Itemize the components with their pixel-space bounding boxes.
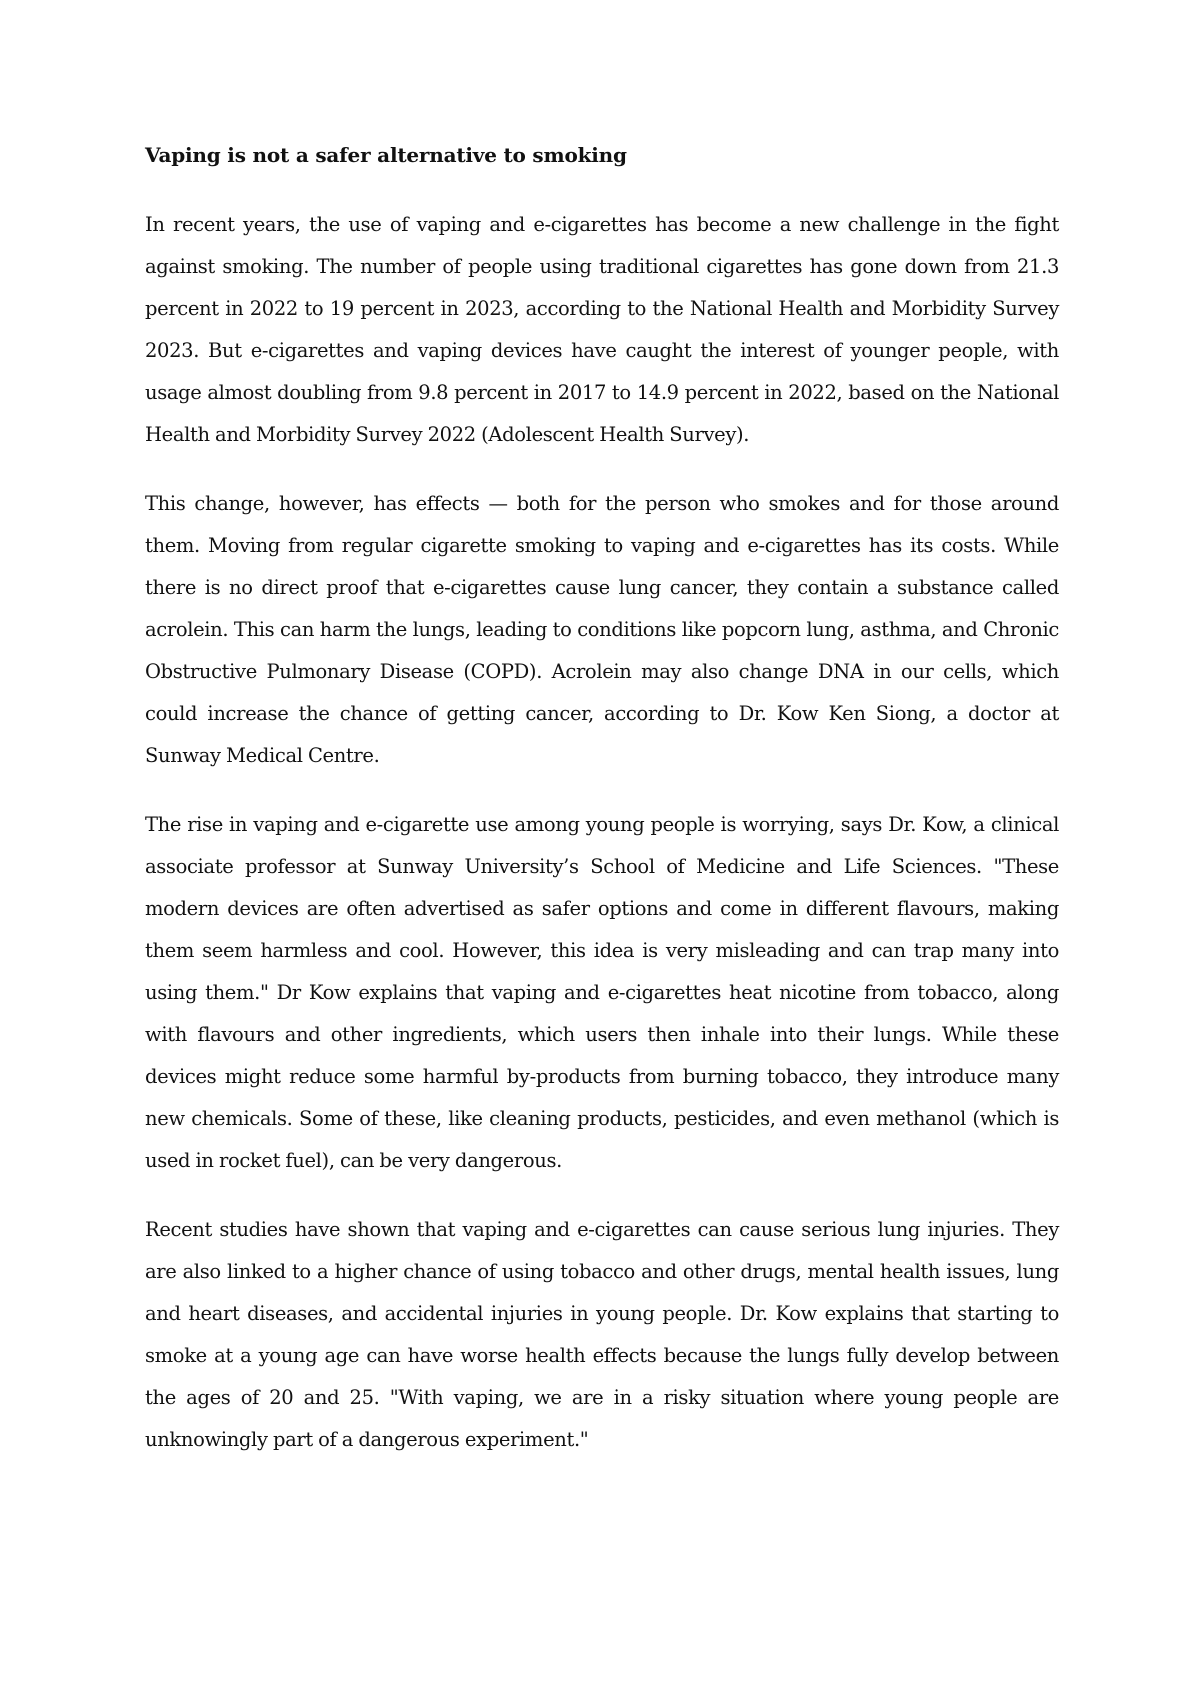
paragraph-1: In recent years, the use of vaping and e-cigarettes has become a new challenge in the fight against smoking. The number of people using traditional cigarettes has gone down from 21.3 percent in 2022 to 19 percent in 2023, according to the National Health and Morbidity Survey 2023. But e-cigarettes and vaping devices have caught the interest of younger people, with usage almost doubling from 9.8 percent in 2017 to 14.9 percent in 2022, based on the National Health and Morbidity Survey 2022 (Adolescent Health Survey). bbox=[145, 213, 1059, 446]
document-body bbox=[145, 140, 1059, 1488]
paragraph-3: The rise in vaping and e-cigarette use among young people is worrying, says Dr. Kow, a clinical associate professor at Sunway University’s School of Medicine and Life Sciences. "These modern devices are often advertised as safer options and come in different flavours, making them seem harmless and cool. However, this idea is very misleading and can trap many into using them." Dr Kow explains that vaping and e-cigarettes heat nicotine from tobacco, along with flavours and other ingredients, which users then inhale into their lungs. While these devices might reduce some harmful by-products from burning tobacco, they introduce many new chemicals. Some of these, like cleaning products, pesticides, and even methanol (which is used in rocket fuel), can be very dangerous. bbox=[145, 813, 1059, 1172]
paragraph-4: Recent studies have shown that vaping and e-cigarettes can cause serious lung injuries. They are also linked to a higher chance of using tobacco and other drugs, mental health issues, lung and heart diseases, and accidental injuries in young people. Dr. Kow explains that starting to smoke at a young age can have worse health effects because the lungs fully develop between the ages of 20 and 25. "With vaping, we are in a risky situation where young people are unknowingly part of a dangerous experiment." bbox=[145, 1218, 1059, 1451]
document-title: Vaping is not a safer alternative to smoking bbox=[145, 143, 627, 167]
paragraph-2: This change, however, has effects — both for the person who smokes and for those around them. Moving from regular cigarette smoking to vaping and e-cigarettes has its costs. While there is no direct proof that e-cigarettes cause lung cancer, they contain a substance called acrolein. This can harm the lungs, leading to conditions like popcorn lung, asthma, and Chronic Obstructive Pulmonary Disease (COPD). Acrolein may also change DNA in our cells, which could increase the chance of getting cancer, according to Dr. Kow Ken Siong, a doctor at Sunway Medical Centre. bbox=[145, 492, 1059, 767]
